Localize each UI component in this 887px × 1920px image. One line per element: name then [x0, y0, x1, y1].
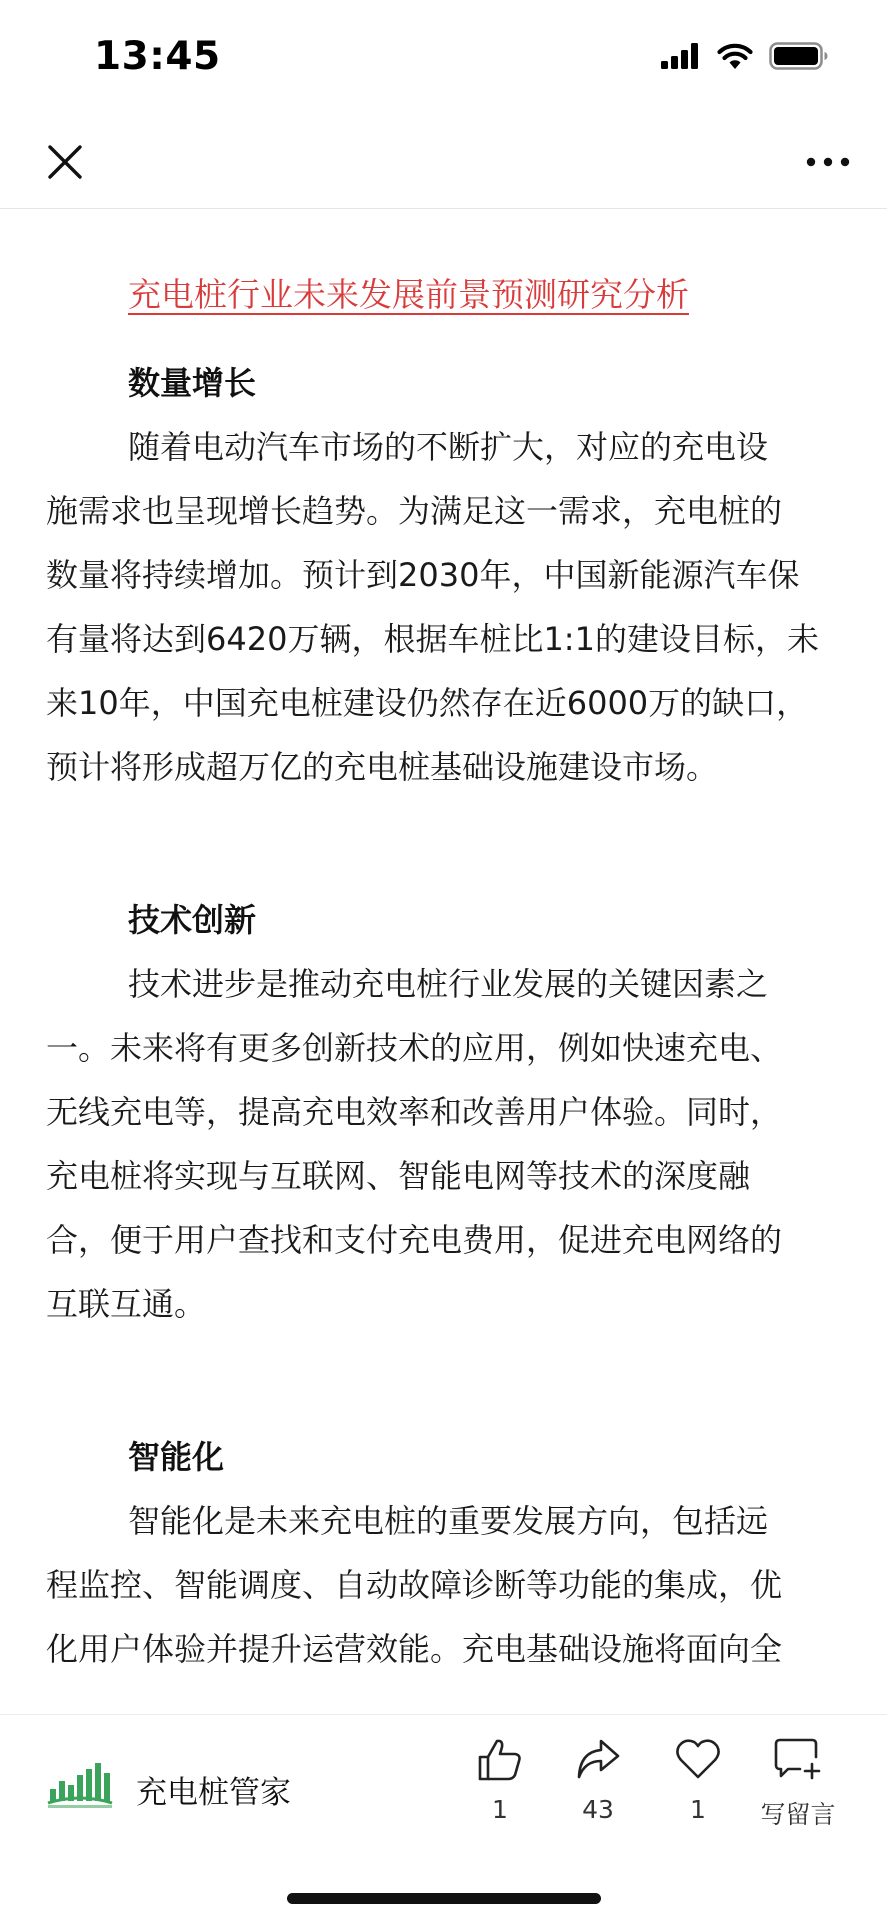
- paragraph-line: 随着电动汽车市场的不断扩大，对应的充电设: [128, 428, 769, 466]
- thumbs-up-icon: [477, 1737, 523, 1781]
- bottom-action-bar: [0, 1714, 887, 1920]
- like-count: 1: [492, 1795, 508, 1824]
- section-heading-quantity-growth: 数量增长: [128, 364, 257, 402]
- account-name[interactable]: 充电桩管家: [136, 1775, 291, 1811]
- close-icon: [47, 144, 83, 180]
- wifi-icon: [717, 43, 753, 70]
- paragraph-line: 无线充电等，提高充电效率和改善用户体验。同时，: [46, 1093, 783, 1131]
- paragraph-line: 充电桩将实现与互联网、智能电网等技术的深度融: [46, 1157, 751, 1195]
- home-indicator[interactable]: [287, 1893, 601, 1904]
- more-options-button[interactable]: [793, 132, 863, 192]
- nav-bar: [0, 118, 887, 209]
- paragraph-line: 来10年，中国充电桩建设仍然存在近6000万的缺口，: [46, 684, 809, 722]
- section-heading-intelligence: 智能化: [128, 1438, 225, 1476]
- more-horizontal-icon: [806, 157, 850, 167]
- cellular-signal-icon: [661, 43, 701, 69]
- status-time: 13:45: [94, 34, 221, 79]
- section-paragraph-quantity-growth: [46, 415, 846, 799]
- section-paragraph-tech-innovation: [46, 952, 846, 1336]
- paragraph-line: 一。未来将有更多创新技术的应用，例如快速充电、: [46, 1029, 783, 1067]
- like-button[interactable]: [450, 1737, 550, 1824]
- section-heading-tech-innovation: 技术创新: [128, 901, 257, 939]
- share-arrow-icon: [575, 1737, 621, 1781]
- article-title-link[interactable]: 充电桩行业未来发展前景预测研究分析: [128, 275, 689, 314]
- paragraph-line: 合，便于用户查找和支付充电费用，促进充电网络的: [46, 1221, 783, 1259]
- paragraph-line: 智能化是未来充电桩的重要发展方向，包括远: [128, 1502, 769, 1540]
- paragraph-line: 技术进步是推动充电桩行业发展的关键因素之: [128, 965, 769, 1003]
- share-button[interactable]: [548, 1737, 648, 1824]
- paragraph-line: 有量将达到6420万辆，根据车桩比1:1的建设目标，未: [46, 620, 819, 658]
- share-count: 43: [582, 1795, 614, 1824]
- status-bar: [0, 0, 887, 118]
- paragraph-line: 施需求也呈现增长趋势。为满足这一需求，充电桩的: [46, 492, 783, 530]
- paragraph-line: 预计将形成超万亿的充电桩基础设施建设市场。: [46, 748, 719, 786]
- paragraph-line: 程监控、智能调度、自动故障诊断等功能的集成，优: [46, 1566, 783, 1604]
- close-button[interactable]: [30, 132, 100, 192]
- article-content[interactable]: [0, 209, 887, 1714]
- write-comment-button[interactable]: [748, 1737, 848, 1831]
- paragraph-line: 化用户体验并提升运营效能。充电基础设施将面向全: [46, 1630, 783, 1668]
- battery-icon: [769, 42, 829, 70]
- paragraph-line: 互联互通。: [46, 1285, 207, 1323]
- account-logo[interactable]: [46, 1759, 114, 1809]
- section-paragraph-intelligence: [46, 1489, 846, 1681]
- paragraph-line: 数量将持续增加。预计到2030年，中国新能源汽车保: [46, 556, 800, 594]
- favorite-button[interactable]: [648, 1737, 748, 1824]
- write-comment-label: 写留言: [760, 1800, 836, 1829]
- status-icons: [661, 42, 829, 70]
- favorite-count: 1: [690, 1795, 706, 1824]
- comment-add-icon: [774, 1737, 822, 1781]
- heart-icon: [675, 1737, 721, 1781]
